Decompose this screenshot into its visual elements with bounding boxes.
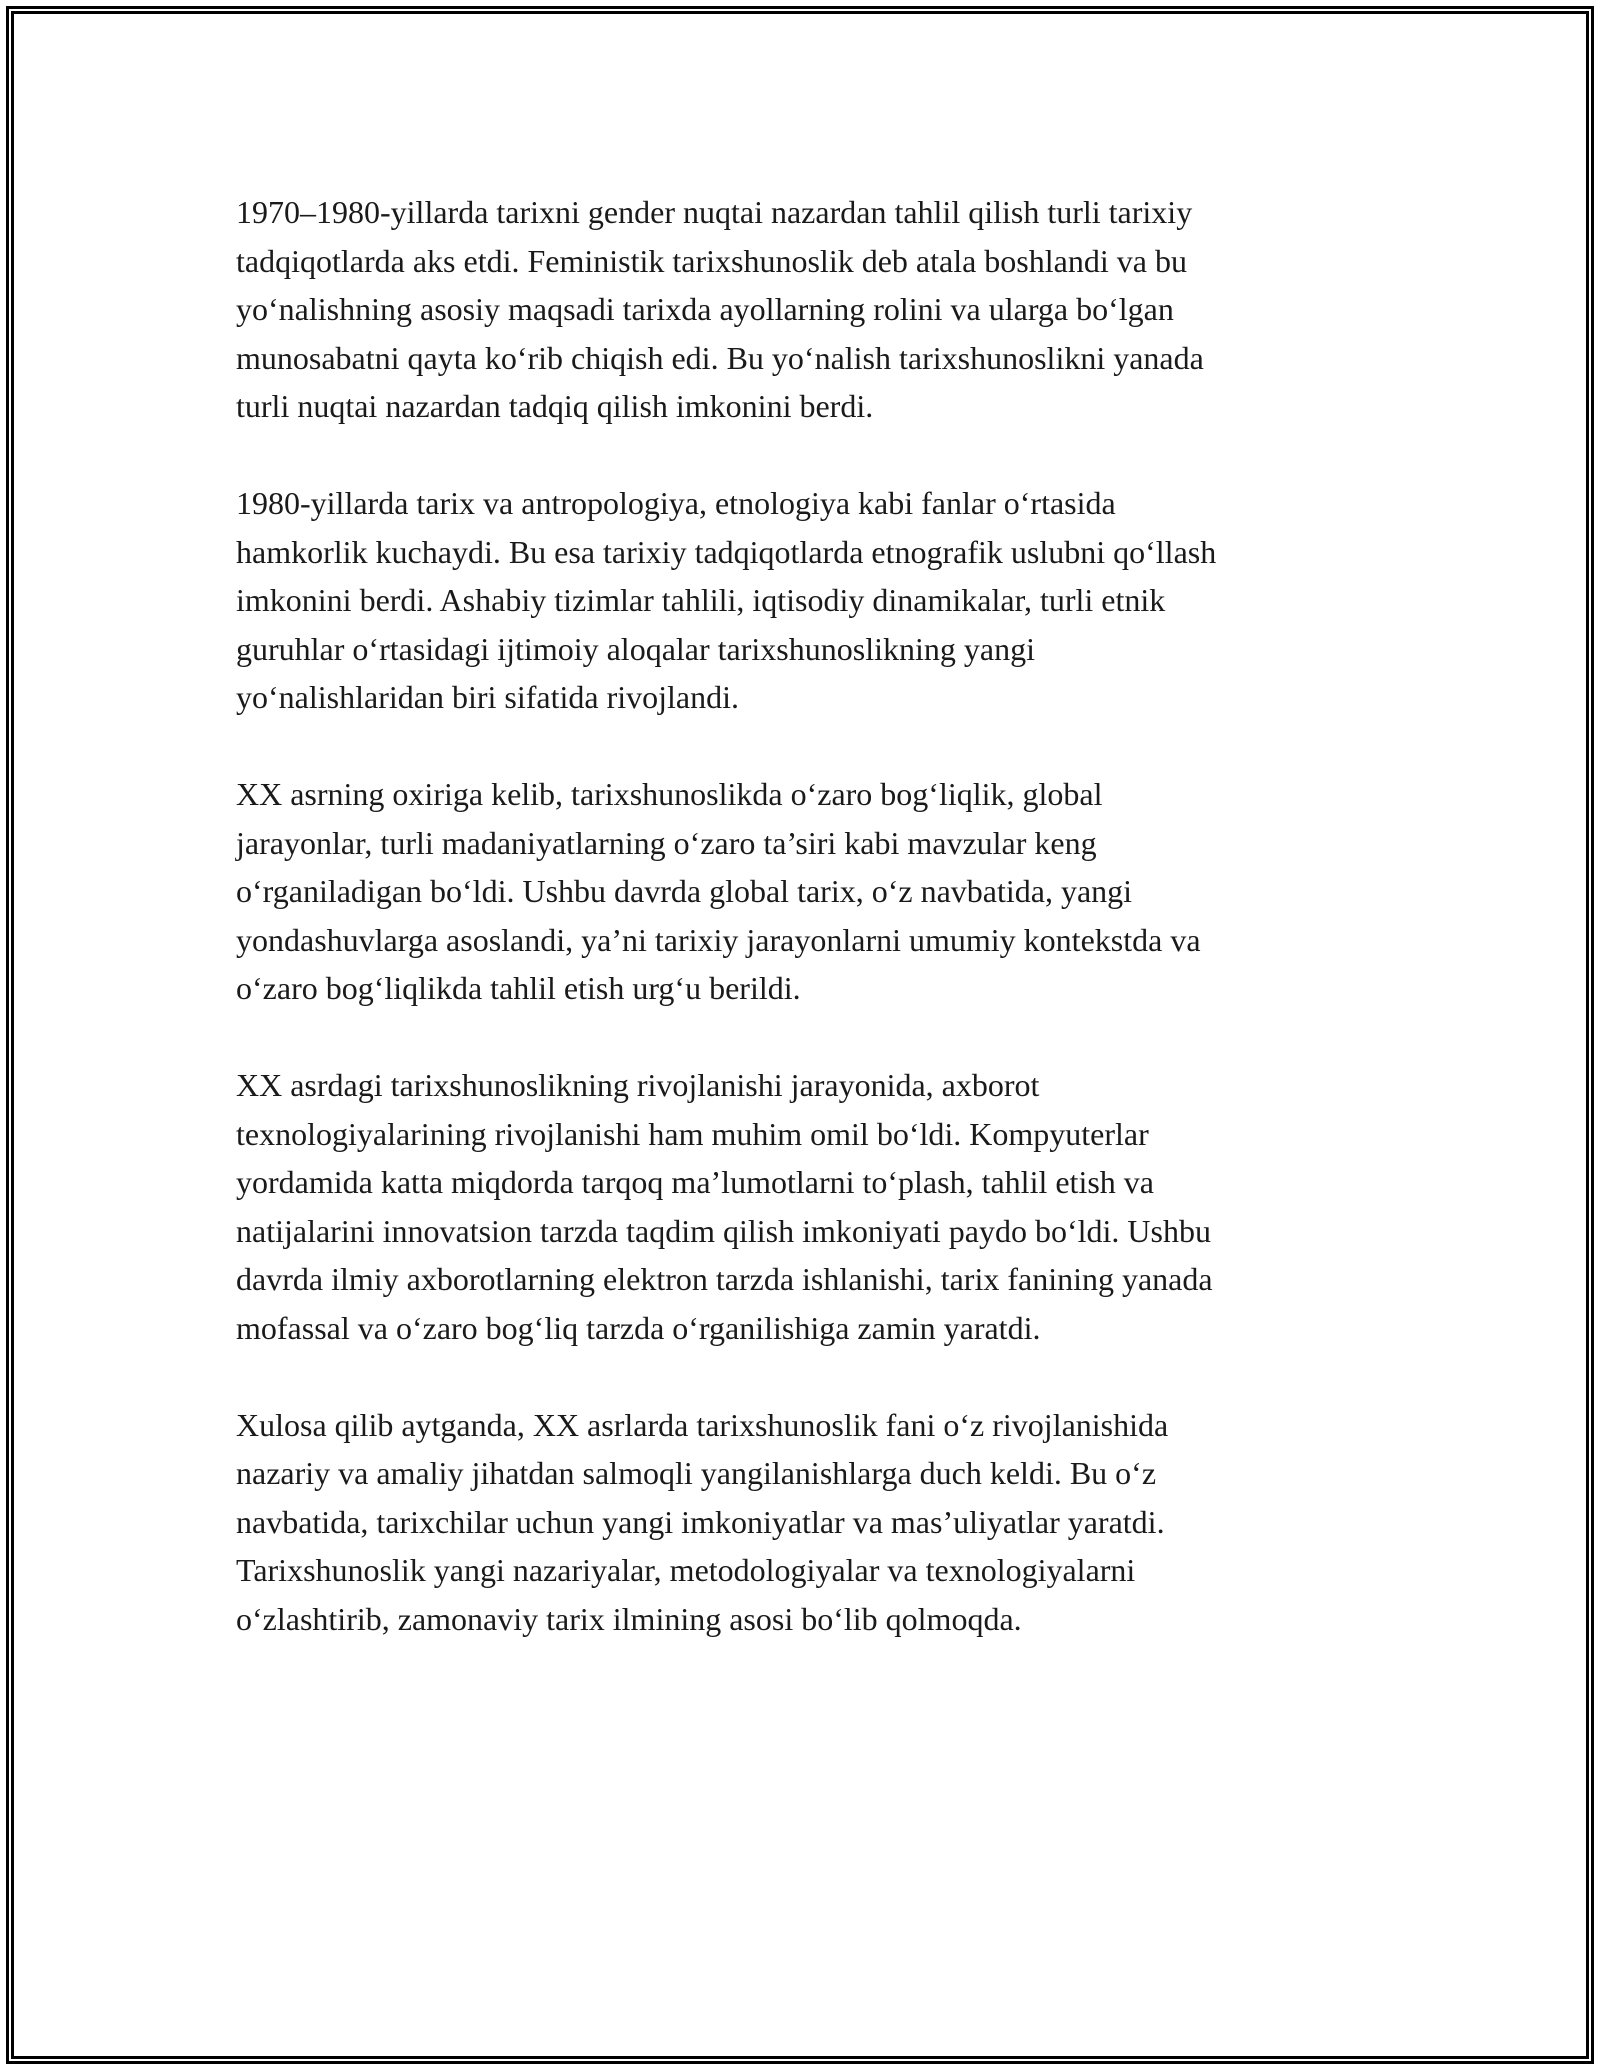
document-body — [236, 188, 1366, 1692]
paragraph-global-history: XX asrning oxiriga kelib, tarixshunoslikda o‘zaro bog‘liqlik, global jarayonlar, turli madaniyatlarning o‘zaro ta’siri kabi mavzular keng o‘rganiladigan bo‘ldi. Ushbu davrda global tarix, o‘z navbatida, yangi yondashuvlarga asoslandi, ya’ni tarixiy jarayonlarni umumiy kontekstda va o‘zaro bog‘liqlikda tahlil etish urg‘u berildi. — [236, 776, 1201, 1006]
paragraph-information-technology: XX asrdagi tarixshunoslikning rivojlanishi jarayonida, axborot texnologiyalarining rivojlanishi ham muhim omil bo‘ldi. Kompyuterlar yordamida katta miqdorda tarqoq ma’lumotlarni to‘plash, tahlil etish va natijalarini innovatsion tarzda taqdim qilish imkoniyati paydo bo‘ldi. Ushbu davrda ilmiy axborotlarning elektron tarzda ishlanishi, tarix fanining yanada mofassal va o‘zaro bog‘liq tarzda o‘rganilishiga zamin yaratdi. — [236, 1067, 1213, 1346]
paragraph-anthropology: 1980-yillarda tarix va antropologiya, etnologiya kabi fanlar o‘rtasida hamkorlik kuchaydi. Bu esa tarixiy tadqiqotlarda etnografik uslubni qo‘llash imkonini berdi. Ashabiy tizimlar tahlili, iqtisodiy dinamikalar, turli etnik guruhlar o‘rtasidagi ijtimoiy aloqalar tarixshunoslikning yangi yo‘nalishlaridan biri sifatida rivojlandi. — [236, 485, 1217, 715]
paragraph-conclusion: Xulosa qilib aytganda, XX asrlarda tarixshunoslik fani o‘z rivojlanishida nazariy va amaliy jihatdan salmoqli yangilanishlarga duch keldi. Bu o‘z navbatida, tarixchilar uchun yangi imkoniyatlar va mas’uliyatlar yaratdi. Tarixshunoslik yangi nazariyalar, metodologiyalar va texnologiyalarni o‘zlashtirib, zamonaviy tarix ilmining asosi bo‘lib qolmoqda. — [236, 1406, 1169, 1637]
paragraph-gender-history: 1970–1980-yillarda tarixni gender nuqtai nazardan tahlil qilish turli tarixiy tadqiqotlarda aks etdi. Feministik tarixshunoslik deb atala boshlandi va bu yo‘nalishning asosiy maqsadi tarixda ayollarning rolini va ularga bo‘lgan munosabatni qayta ko‘rib chiqish edi. Bu yo‘nalish tarixshunoslikni yanada turli nuqtai nazardan tadqiq qilish imkonini berdi. — [236, 194, 1204, 424]
